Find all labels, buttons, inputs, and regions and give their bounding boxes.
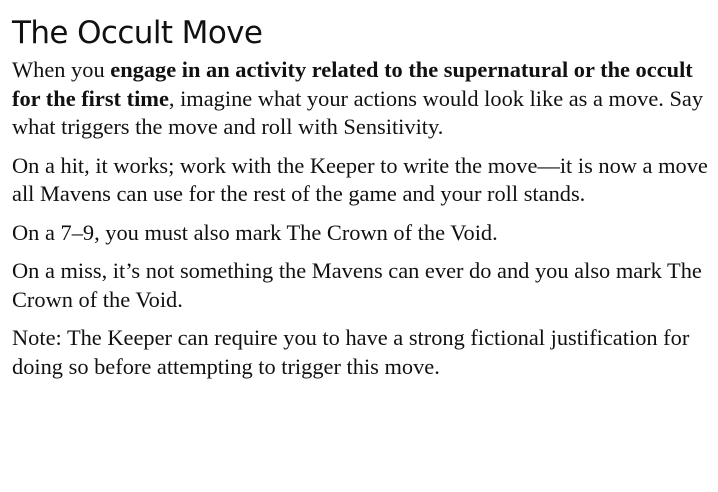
hit-result-paragraph: On a hit, it works; work with the Keeper to write the move—it is now a move all Mavens can use for the rest of the game and your roll stands. [12,152,708,206]
move-trigger: engage in an activity related to the supernatural or the occult for the first time [12,57,693,111]
move-intro-paragraph [12,56,712,142]
intro-suffix: , imagine what your actions would look like as a move. Say what triggers the move and roll with Sensitivity. [12,85,704,139]
miss-result-paragraph: On a miss, it’s not something the Mavens can ever do and you also mark The Crown of the Void. [12,258,702,312]
move-card [12,10,712,391]
partial-result-paragraph: On a 7–9, you must also mark The Crown of the Void. [12,219,498,245]
intro-prefix: When you [12,57,111,82]
move-title: The Occult Move [12,15,263,51]
note-paragraph: Note: The Keeper can require you to have a strong fictional justification for doing so before attempting to trigger this move. [12,325,690,379]
